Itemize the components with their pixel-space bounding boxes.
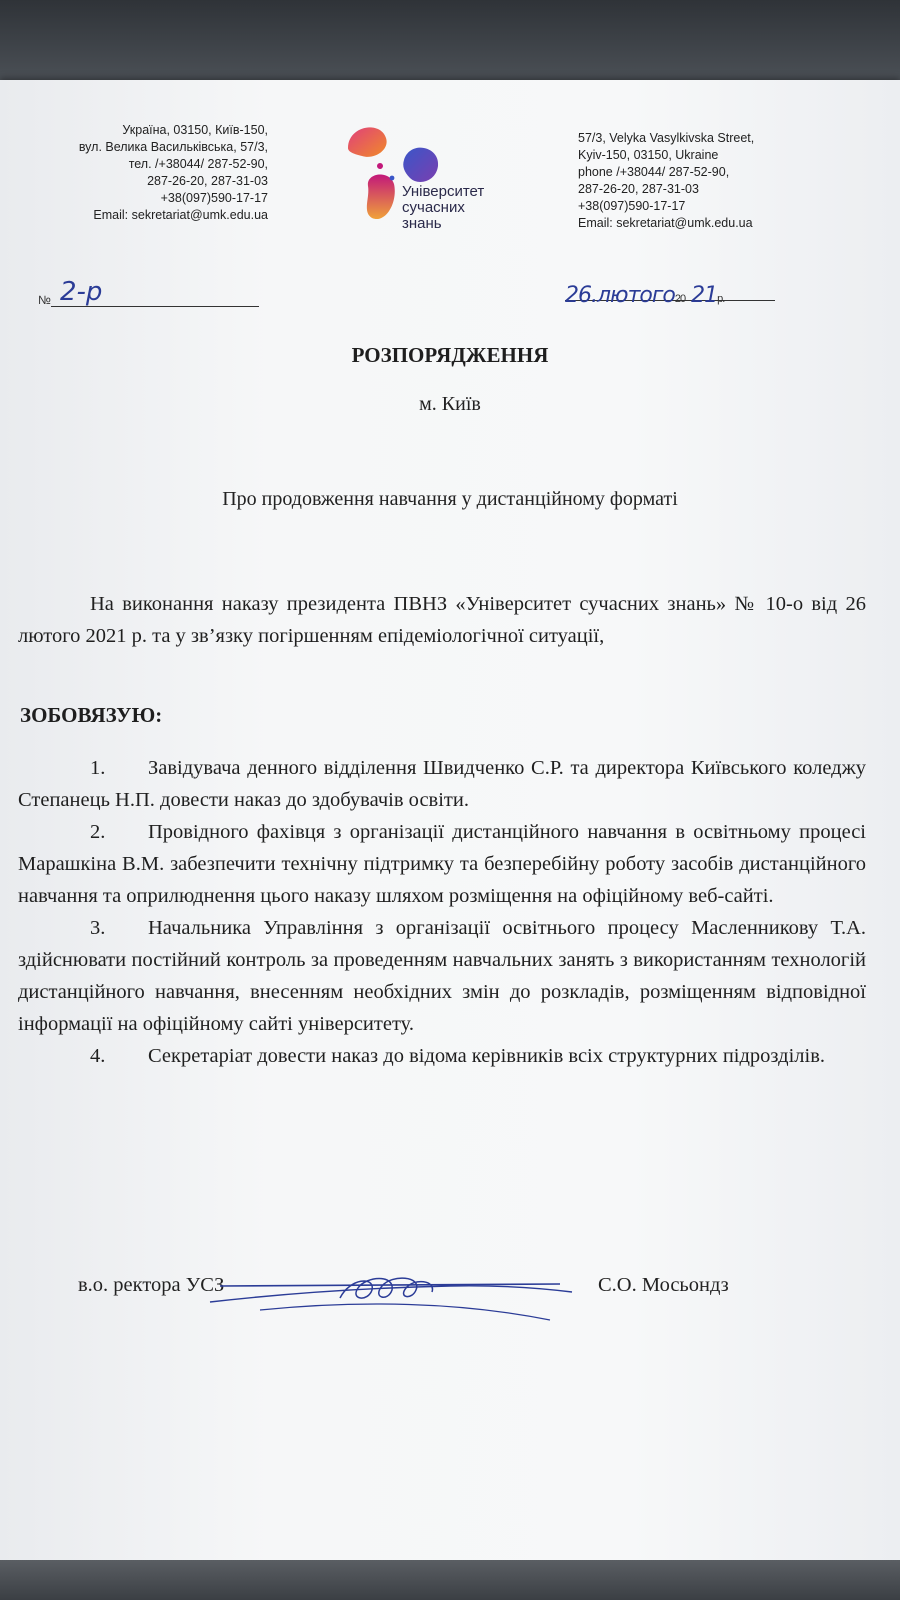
document-number-field: № <box>38 292 259 307</box>
header-address-english: 57/3, Velyka Vasylkivska Street, Kyiv-150, 03150, Ukraine phone /+38044/ 287-52-90, 287-26-20, 287-31-03 +38(097)590-17-17 Email: sekretariat@umk.edu.ua <box>578 131 755 230</box>
document-date-handwritten: 26.лютого20 21р. <box>565 283 725 308</box>
order-items-list <box>18 752 866 1072</box>
list-item: 4. Секретаріат довести наказ до відома керівників всіх структурних підрозділів. <box>90 1045 826 1067</box>
obligation-heading: ЗОБОВЯЗУЮ: <box>20 703 163 727</box>
list-item: 1. Завідувача денного відділення Швидченко С.Р. та директора Київського коледжу Степанець Н.П. довести наказ до здобувачів освіти. <box>18 757 866 811</box>
header-address-ukrainian: Україна, 03150, Київ-150, вул. Велика Васильківська, 57/3, тел. /+38044/ 287-52-90, 287-26-20, 287-31-03 +38(097)590-17-17 Email: sekretariat@umk.edu.ua <box>78 123 268 222</box>
intro-paragraph: На виконання наказу президента ПВНЗ «Університет сучасних знань» № 10-о від 26 лютого 2021 р. та у зв’язку погіршенням епідеміологічної ситуації, <box>18 593 866 647</box>
university-logo-text: Університет сучасних знань <box>402 183 485 232</box>
desk-background-bottom <box>0 1560 900 1600</box>
list-item: 3. Начальника Управління з організації освітнього процесу Масленникову Т.А. здійснювати постійний контроль за проведенням навчальних занять з використанням технологій дистанційного навчання, внесенням необхідних змін до розкладів, розміщенням відповідної інформації на офіційному сайті університету. <box>18 917 866 1035</box>
handwritten-signature-icon <box>200 1258 580 1328</box>
document-title: РОЗПОРЯДЖЕННЯ <box>351 343 549 367</box>
signatory-name: С.О. Мосьондз <box>598 1274 729 1296</box>
list-item: 2. Провідного фахівця з організації дистанційного навчання в освітньому процесі Марашкіна В.М. забезпечити технічну підтримку та безперебійну роботу засобів дистанційного навчання та оприлюднення цього наказу шляхом розміщення на офіційному веб-сайті. <box>18 821 866 907</box>
signatory-position: в.о. ректора УСЗ <box>78 1274 225 1296</box>
document-city: м. Київ <box>419 393 481 415</box>
document-number-handwritten: 2-р <box>60 277 103 307</box>
desk-background-top <box>0 0 900 82</box>
document-subject: Про продовження навчання у дистанційному форматі <box>222 488 678 510</box>
